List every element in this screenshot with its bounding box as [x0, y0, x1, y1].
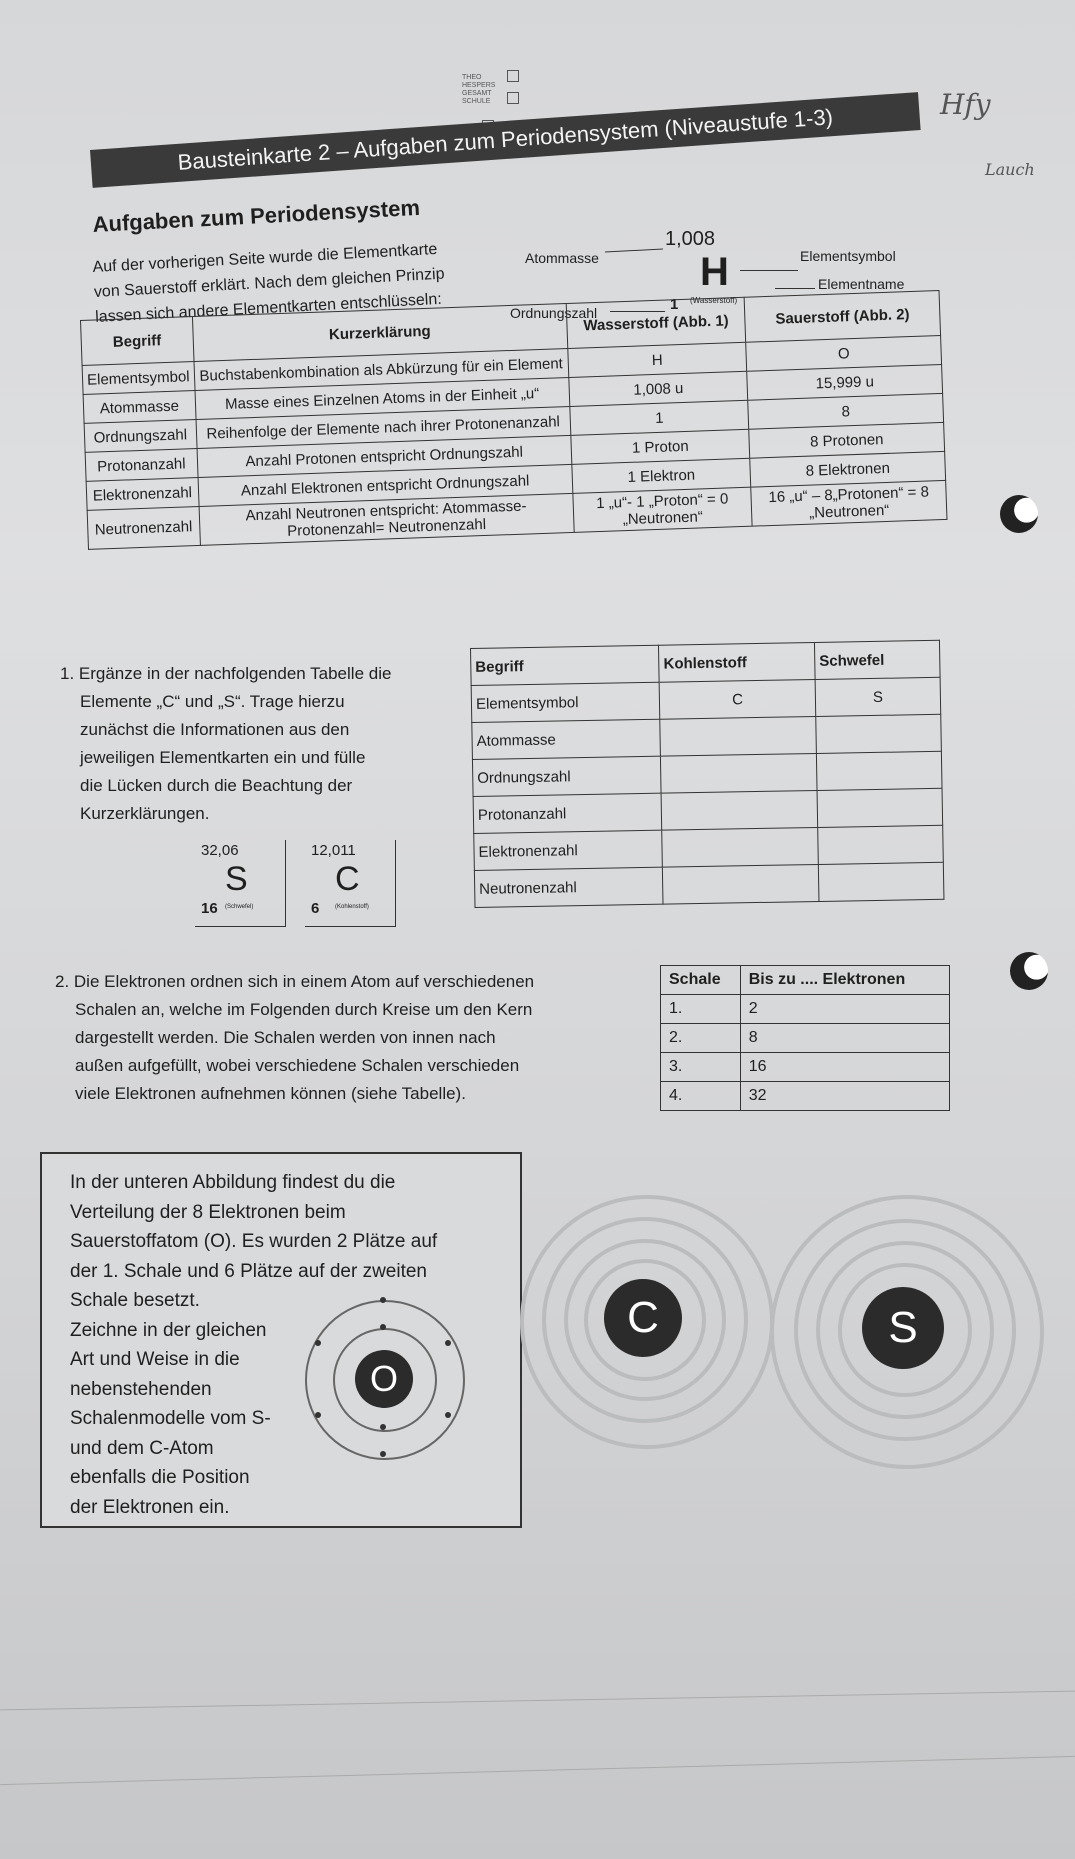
table-row — [661, 1053, 950, 1082]
task-line: Schalen an, welche im Folgenden durch Kreise um den Kern — [75, 1000, 533, 1019]
electron-dot — [315, 1412, 321, 1418]
instruction-line: Schale besetzt. — [70, 1290, 200, 1311]
arrow-icon — [740, 270, 798, 271]
sulfur-atom-model — [770, 1195, 1040, 1465]
table-header: Schale — [661, 966, 741, 995]
answer-cell[interactable] — [661, 753, 817, 793]
task-line: 2. Die Elektronen ordnen sich in einem Atom auf verschiedenen — [55, 972, 535, 991]
carbon-atom-model — [520, 1195, 770, 1445]
answer-cell[interactable] — [817, 788, 943, 827]
electron-dot — [380, 1324, 386, 1330]
table-cell: Elementsymbol — [82, 362, 194, 395]
instruction-line: Art und Weise in die — [70, 1349, 240, 1370]
logo-line: HESPERS — [462, 82, 496, 89]
key-card-name: (Wasserstoff) — [690, 296, 738, 305]
card-name: (Schwefel) — [225, 904, 254, 910]
table-header: Begriff — [471, 645, 660, 685]
instruction-line: Verteilung der 8 Elektronen beim — [70, 1201, 346, 1223]
oxygen-atom-model — [305, 1300, 465, 1460]
table-cell: Neutronenzahl — [87, 506, 200, 549]
table-cell: H — [568, 342, 747, 377]
answer-cell[interactable] — [818, 862, 944, 901]
instruction-line: In der unteren Abbildung findest du die — [70, 1172, 396, 1193]
table-cell: Ordnungszahl — [472, 756, 661, 796]
task-line: zunächst die Informationen aus den — [80, 720, 350, 739]
table-cell: Neutronenzahl — [474, 867, 663, 907]
table-cell: 2 — [740, 995, 949, 1024]
card-mass: 32,06 — [201, 842, 239, 859]
answer-cell[interactable] — [662, 827, 818, 867]
answer-cell[interactable] — [818, 825, 944, 864]
card-number: 6 — [311, 900, 320, 917]
table-row — [661, 1024, 950, 1053]
table-cell: 1 — [570, 400, 749, 435]
table-cell: 8 Elektronen — [750, 451, 946, 487]
handwritten-note: Hfy — [940, 88, 991, 121]
task-2-text — [55, 968, 635, 1108]
section-title: Aufgaben zum Periodensystem — [92, 194, 421, 237]
table-cell: Atommasse — [472, 719, 661, 759]
binder-hole-icon — [1000, 495, 1038, 533]
instruction-line: der 1. Schale und 6 Plätze auf der zweiten — [70, 1260, 428, 1282]
table-cell: Elektronenzahl — [86, 477, 198, 510]
instruction-line: Schalenmodelle vom S- — [70, 1408, 271, 1429]
table-cell: 8 — [748, 393, 944, 429]
table-cell: Protonanzahl — [473, 793, 662, 833]
element-card-carbon — [305, 840, 396, 927]
logo-line: THEO — [462, 74, 482, 81]
table-cell: 16 „u“ – 8„Protonen“ = 8 „Neutronen“ — [751, 480, 947, 526]
card-symbol: S — [225, 860, 248, 898]
table-cell: Buchstabenkombination als Abkürzung für ein Element — [194, 348, 569, 390]
answer-cell[interactable] — [816, 714, 942, 753]
label-ordnungszahl: Ordnungszahl — [510, 305, 598, 321]
table-cell: Masse eines Einzelnen Atoms in der Einheit „u“ — [195, 377, 570, 419]
shell-capacity-table — [660, 965, 950, 1111]
electron-dot — [315, 1340, 321, 1346]
carbon-nucleus: C — [604, 1279, 682, 1357]
table-cell[interactable]: S — [815, 677, 941, 716]
task-line: 1. Ergänze in der nachfolgenden Tabelle die — [60, 664, 392, 683]
table-cell: 1 „u“- 1 „Proton“ = 0 „Neutronen“ — [573, 487, 753, 532]
oxygen-nucleus: O — [355, 1350, 413, 1408]
logo-line: SCHULE — [462, 98, 491, 105]
table-cell: Atommasse — [83, 391, 195, 424]
task-line: dargestellt werden. Die Schalen werden von innen nach — [75, 1028, 496, 1047]
answer-cell[interactable] — [663, 864, 819, 904]
instruction-line: nebenstehenden — [70, 1378, 212, 1400]
table-header: Schwefel — [815, 640, 941, 679]
card-name: (Kohlenstoff) — [335, 904, 369, 910]
electron-dot — [445, 1412, 451, 1418]
label-elementname: Elementname — [818, 276, 905, 292]
answer-cell[interactable] — [660, 716, 816, 756]
instruction-line: der Elektronen ein. — [70, 1496, 230, 1518]
instruction-line: Sauerstoffatom (O). Es wurden 2 Plätze auf — [70, 1231, 438, 1252]
label-atommasse: Atommasse — [525, 250, 599, 266]
table-header: Wasserstoff (Abb. 1) — [566, 297, 746, 348]
table-cell: Anzahl Protonen entspricht Ordnungszahl — [197, 435, 572, 477]
electron-dot — [445, 1340, 451, 1346]
table-cell: Ordnungszahl — [84, 420, 196, 453]
table-header: Sauerstoff (Abb. 2) — [744, 291, 940, 343]
table-cell: 4. — [661, 1082, 741, 1111]
key-card-number: 1 — [670, 296, 679, 313]
task-line: jeweiligen Elementkarten ein und fülle — [80, 748, 366, 767]
arrow-icon — [775, 288, 815, 289]
table-header: Kurzerklärung — [192, 304, 568, 362]
table-header: Begriff — [81, 317, 194, 366]
answer-cell[interactable] — [816, 751, 942, 790]
key-card-mass: 1,008 — [665, 228, 716, 250]
card-number: 16 — [201, 900, 218, 917]
binder-hole-icon — [1010, 952, 1048, 990]
table-cell: 1 Proton — [571, 429, 750, 464]
task-line: die Lücken durch die Beachtung der — [80, 776, 353, 795]
table-cell: Reihenfolge der Elemente nach ihrer Protonenanzahl — [196, 406, 571, 448]
intro-line: lassen sich andere Elementkarten entschlüsseln: — [94, 290, 443, 326]
logo-line: GESAMT — [462, 90, 492, 97]
table-cell: 16 — [740, 1053, 949, 1082]
answer-cell[interactable] — [661, 790, 817, 830]
sulfur-nucleus: S — [862, 1287, 944, 1369]
table-cell: 8 Protonen — [749, 422, 945, 458]
instruction-line: und dem C-Atom — [70, 1437, 214, 1459]
table-cell: 32 — [740, 1082, 949, 1111]
electron-dot — [380, 1451, 386, 1457]
table-cell[interactable]: C — [659, 679, 815, 719]
task-line: Kurzerklärungen. — [80, 804, 210, 823]
key-card-symbol: H — [700, 250, 729, 294]
table-cell: Protonanzahl — [85, 449, 197, 482]
intro-line: Auf der vorherigen Seite wurde die Elementkarte — [92, 240, 438, 276]
task-line: viele Elektronen aufnehmen können (siehe Tabelle). — [75, 1084, 466, 1103]
table-cell: Elementsymbol — [471, 682, 660, 722]
task-1-text — [60, 660, 460, 828]
table-cell: O — [746, 335, 942, 371]
table-cell: 1,008 u — [569, 371, 748, 406]
table-cell: 8 — [740, 1024, 949, 1053]
table-cell: 1. — [661, 995, 741, 1024]
table-row — [661, 995, 950, 1024]
table-cell: 3. — [661, 1053, 741, 1082]
element-card-sulfur — [195, 840, 286, 927]
table-row — [474, 862, 944, 907]
handwritten-note-side: Lauch — [985, 160, 1035, 179]
card-symbol: C — [335, 860, 360, 898]
electron-dot — [380, 1297, 386, 1303]
table-cell: 2. — [661, 1024, 741, 1053]
element-explanation-table — [80, 290, 948, 550]
instruction-line: Zeichne in der gleichen — [70, 1319, 267, 1341]
table-cell: 1 Elektron — [572, 458, 751, 493]
fill-in-table — [470, 640, 944, 908]
table-cell: 15,999 u — [747, 364, 943, 400]
table-header: Bis zu .... Elektronen — [740, 966, 949, 995]
intro-line: von Sauerstoff erklärt. Nach dem gleichen Prinzip — [93, 265, 445, 301]
table-header: Kohlenstoff — [659, 642, 815, 682]
card-title-bar: Bausteinkarte 2 – Aufgaben zum Periodensystem (Niveaustufe 1-3) — [90, 92, 921, 188]
label-elementsymbol: Elementsymbol — [800, 248, 896, 264]
electron-dot — [380, 1424, 386, 1430]
card-mass: 12,011 — [311, 842, 356, 859]
task-line: Elemente „C“ und „S“. Trage hierzu — [80, 692, 345, 711]
table-cell: Anzahl Neutronen entspricht: Atommasse-Protonenzahl= Neutronenzahl — [199, 493, 574, 545]
instruction-line: ebenfalls die Position — [70, 1467, 250, 1488]
task-line: außen aufgefüllt, wobei verschiedene Schalen verschieden — [75, 1056, 520, 1075]
table-cell: Anzahl Elektronen entspricht Ordnungszahl — [198, 464, 573, 506]
table-row — [661, 1082, 950, 1111]
table-cell: Elektronenzahl — [474, 830, 663, 870]
